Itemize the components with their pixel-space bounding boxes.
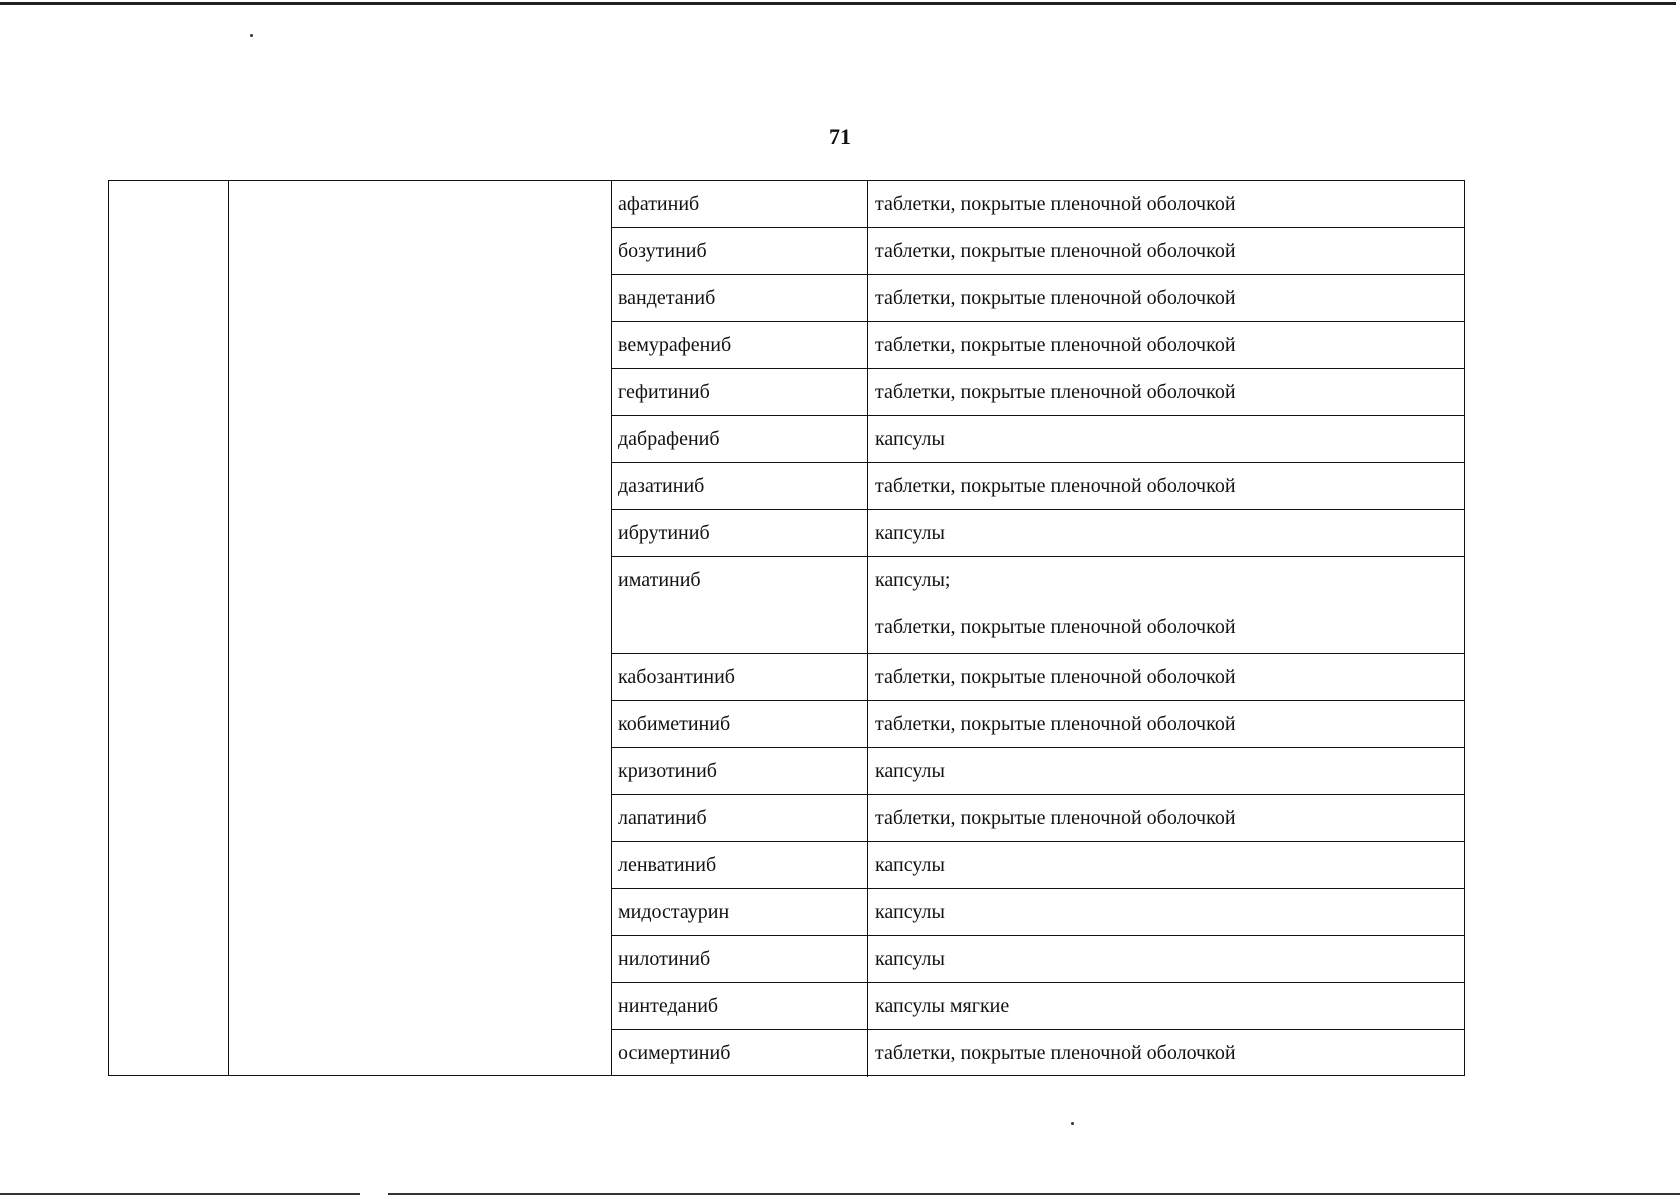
table-row	[612, 181, 1464, 228]
drug-name-cell: лапатиниб	[612, 795, 868, 841]
dosage-form-text: капсулы	[875, 854, 945, 876]
table-row	[612, 322, 1464, 369]
dosage-form-cell	[868, 181, 1464, 227]
scan-speck	[250, 34, 253, 37]
dosage-form-text: таблетки, покрытые пленочной оболочкой	[875, 334, 1236, 356]
dosage-form-text: таблетки, покрытые пленочной оболочкой	[875, 287, 1236, 309]
drug-name-cell: афатиниб	[612, 181, 868, 227]
group-column	[229, 181, 612, 1075]
drug-name-cell: кабозантиниб	[612, 654, 868, 700]
dosage-form-cell	[868, 936, 1464, 982]
drug-name-cell: ленватиниб	[612, 842, 868, 888]
table-row	[612, 416, 1464, 463]
dosage-form-cell	[868, 416, 1464, 462]
dosage-form-text: капсулы	[875, 428, 945, 450]
dosage-form-cell	[868, 889, 1464, 935]
drug-name-cell: ибрутиниб	[612, 510, 868, 556]
dosage-form-text: таблетки, покрытые пленочной оболочкой	[875, 475, 1236, 497]
table-row	[612, 228, 1464, 275]
dosage-form-text: капсулы;	[875, 569, 951, 591]
drug-name-cell: вандетаниб	[612, 275, 868, 321]
dosage-form-text: таблетки, покрытые пленочной оболочкой	[875, 807, 1236, 829]
dosage-form-text: таблетки, покрытые пленочной оболочкой	[875, 381, 1236, 403]
dosage-form-text: таблетки, покрытые пленочной оболочкой	[875, 1042, 1236, 1064]
table-row	[612, 748, 1464, 795]
drug-name-cell: дабрафениб	[612, 416, 868, 462]
dosage-form-cell	[868, 795, 1464, 841]
code-column	[109, 181, 229, 1075]
dosage-form-cell	[868, 463, 1464, 509]
scan-edge-top	[0, 2, 1676, 5]
dosage-form-text: капсулы мягкие	[875, 995, 1010, 1017]
dosage-form-text: капсулы	[875, 901, 945, 923]
dosage-form-text: таблетки, покрытые пленочной оболочкой	[875, 240, 1236, 262]
dosage-form-text: капсулы	[875, 948, 945, 970]
drug-name-cell: кризотиниб	[612, 748, 868, 794]
table-row	[612, 936, 1464, 983]
dosage-form-cell	[868, 701, 1464, 747]
scan-edge-bottom-left	[0, 1193, 360, 1195]
table-row	[612, 557, 1464, 654]
drug-rows	[612, 181, 1464, 1077]
dosage-form-cell	[868, 275, 1464, 321]
table-row	[612, 983, 1464, 1030]
dosage-form-cell	[868, 510, 1464, 556]
dosage-form-cell	[868, 983, 1464, 1029]
table-row	[612, 275, 1464, 322]
dosage-form-cell	[868, 842, 1464, 888]
drug-name-cell: бозутиниб	[612, 228, 868, 274]
drug-table	[108, 180, 1465, 1076]
dosage-form-text: таблетки, покрытые пленочной оболочкой	[875, 616, 1236, 638]
table-row	[612, 654, 1464, 701]
scan-speck	[1071, 1122, 1074, 1125]
dosage-form-text: таблетки, покрытые пленочной оболочкой	[875, 666, 1236, 688]
table-row	[612, 1030, 1464, 1077]
drug-name-cell: дазатиниб	[612, 463, 868, 509]
dosage-form-cell	[868, 369, 1464, 415]
dosage-form-cell	[868, 322, 1464, 368]
table-row	[612, 463, 1464, 510]
drug-name-cell: иматиниб	[612, 557, 868, 653]
dosage-form-text: капсулы	[875, 522, 945, 544]
drug-name-cell: нилотиниб	[612, 936, 868, 982]
table-row	[612, 795, 1464, 842]
table-row	[612, 842, 1464, 889]
drug-name-cell: гефитиниб	[612, 369, 868, 415]
drug-name-cell: кобиметиниб	[612, 701, 868, 747]
dosage-form-cell	[868, 748, 1464, 794]
drug-name-cell: вемурафениб	[612, 322, 868, 368]
dosage-form-cell	[868, 654, 1464, 700]
dosage-form-text: таблетки, покрытые пленочной оболочкой	[875, 193, 1236, 215]
dosage-form-cell	[868, 1030, 1464, 1077]
dosage-form-text: таблетки, покрытые пленочной оболочкой	[875, 713, 1236, 735]
drug-name-cell: нинтеданиб	[612, 983, 868, 1029]
table-row	[612, 510, 1464, 557]
dosage-form-cell	[868, 557, 1464, 653]
page-number: 71	[829, 124, 851, 149]
table-row	[612, 889, 1464, 936]
drug-name-cell: осимертиниб	[612, 1030, 868, 1077]
dosage-form-text: капсулы	[875, 760, 945, 782]
table-row	[612, 369, 1464, 416]
table-row	[612, 701, 1464, 748]
dosage-form-cell	[868, 228, 1464, 274]
drug-name-cell: мидостаурин	[612, 889, 868, 935]
scan-edge-bottom-right	[388, 1193, 1680, 1195]
